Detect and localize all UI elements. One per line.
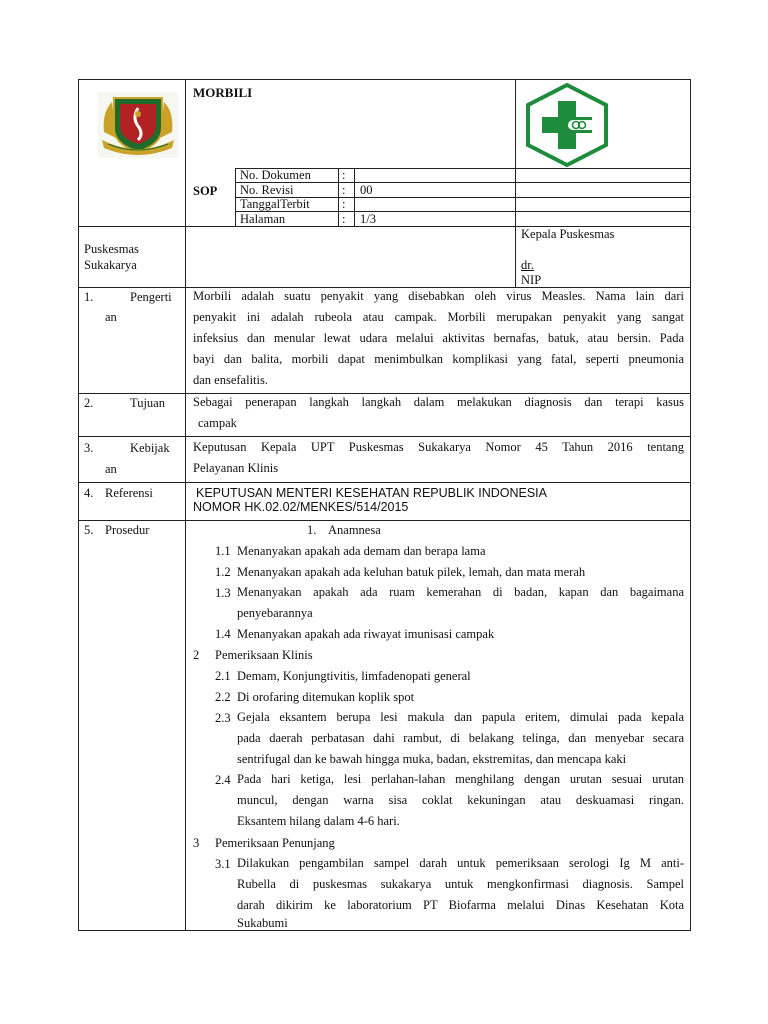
- prosedur-item-text: [237, 769, 684, 832]
- tujuan-label: Tujuan: [130, 396, 165, 410]
- prosedur-item-line: penyebarannya: [237, 606, 313, 620]
- prosedur-item-num: 2.3: [215, 711, 231, 725]
- meta-label-dokumen: No. Dokumen: [240, 168, 311, 182]
- regional-emblem-icon: [98, 92, 178, 158]
- prosedur-item-line: Dilakukan pengambilan sampel darah untuk pemeriksaan serologi Ig M anti-: [237, 856, 684, 870]
- prosedur-item-num: 3.1: [215, 857, 231, 871]
- prosedur-h3-num: 3: [193, 836, 200, 850]
- tujuan-line: Sebagai penerapan langkah langkah dalam melakukan diagnosis dan terapi kasus: [193, 395, 684, 409]
- kebijakan-label-a: Kebijak: [130, 441, 170, 455]
- table-border-right: [690, 79, 691, 931]
- meta-row-line-1: [235, 182, 690, 183]
- prosedur-label: Prosedur: [105, 523, 150, 537]
- row-line-kebijakan: [78, 482, 690, 483]
- org-name-line1: Puskesmas: [84, 242, 139, 256]
- prosedur-item: Menanyakan apakah ada keluhan batuk pilek, lemah, dan mata merah: [237, 565, 586, 579]
- pengertian-label-b: an: [105, 310, 117, 324]
- kebijakan-num: 3.: [84, 441, 94, 455]
- prosedur-item-num: 1.3: [215, 586, 231, 600]
- prosedur-item-text: [237, 582, 684, 624]
- prosedur-item-line: Rubella di puskesmas sukakarya untuk mengkonfirmasi diagnosis. Sampel: [237, 877, 684, 891]
- pengertian-text: [193, 286, 684, 391]
- prosedur-item-line: Pada hari ketiga, lesi perlahan-lahan menghilang dengan urutan sesuai urutan: [237, 772, 684, 786]
- pengertian-line: dan ensefalitis.: [193, 373, 268, 387]
- meta-col-2: [338, 168, 339, 226]
- meta-col-3: [354, 168, 355, 226]
- prosedur-item-line: sentrifugal dan ke bawah hingga muka, badan, ekstremitas, dan mencapa kaki: [237, 752, 627, 766]
- tujuan-num: 2.: [84, 396, 94, 410]
- table-border-left: [78, 79, 79, 931]
- prosedur-item-line: Eksantem hilang dalam 4-6 hari.: [237, 814, 400, 828]
- pengertian-line: bayi dan balita, morbili dapat menimbulkan komplikasi yang fatal, seperti pneumonia: [193, 352, 684, 366]
- prosedur-item-line: muncul, dengan warna sisa coklat kekuningan atau deskuamasi ringan.: [237, 793, 684, 807]
- prosedur-item-line: Menanyakan apakah ada ruam kemerahan di badan, kapan dan bagaimana: [237, 585, 684, 599]
- org-name-line2: Sukakarya: [84, 258, 137, 272]
- table-border-top: [78, 79, 690, 80]
- sop-label: SOP: [193, 184, 218, 198]
- table-border-bottom: [78, 930, 690, 931]
- head-title: Kepala Puskesmas: [521, 227, 615, 241]
- prosedur-item-num: 2.1: [215, 669, 231, 683]
- prosedur-item: Menanyakan apakah ada demam dan berapa lama: [237, 544, 486, 558]
- prosedur-h2-num: 2: [193, 648, 200, 662]
- prosedur-item-num: 1.2: [215, 565, 231, 579]
- table-col-divider: [185, 79, 186, 931]
- kebijakan-line: Keputusan Kepala UPT Puskesmas Sukakarya Nomor 45 Tahun 2016 tentang: [193, 440, 684, 454]
- kebijakan-line: Pelayanan Klinis: [193, 461, 279, 475]
- prosedur-item: Di orofaring ditemukan koplik spot: [237, 690, 415, 704]
- meta-sep-halaman: :: [342, 212, 346, 226]
- referensi-num: 4.: [84, 486, 94, 500]
- referensi-line2: NOMOR HK.02.02/MENKES/514/2015: [193, 500, 409, 514]
- prosedur-h3: Pemeriksaan Penunjang: [215, 836, 335, 850]
- org-row-divider: [515, 226, 516, 287]
- tujuan-text: [193, 392, 684, 434]
- meta-label-tanggal: TanggalTerbit: [240, 197, 310, 211]
- meta-row-line-3: [235, 211, 690, 212]
- pengertian-line: Morbili adalah suatu penyakit yang disebabkan oleh virus Measles. Nama lain dari: [193, 289, 684, 303]
- referensi-line1: KEPUTUSAN MENTERI KESEHATAN REPUBLIK INDONESIA: [196, 486, 547, 500]
- meta-label-halaman: Halaman: [240, 212, 286, 226]
- prosedur-item-num: 1.1: [215, 544, 231, 558]
- prosedur-h1: Anamnesa: [328, 523, 381, 537]
- meta-label-revisi: No. Revisi: [240, 183, 294, 197]
- meta-sep-revisi: :: [342, 183, 346, 197]
- meta-sep-tanggal: :: [342, 197, 346, 211]
- prosedur-item-text: [237, 707, 684, 770]
- meta-value-revisi: 00: [360, 183, 373, 197]
- header-logo-divider: [515, 79, 516, 226]
- pengertian-line: penyakit ini adalah rubeola atau campak. Morbili merupakan penyakit yang sangat: [193, 310, 684, 324]
- prosedur-item-line: Sukabumi: [237, 916, 288, 930]
- tujuan-line: campak: [198, 416, 237, 430]
- referensi-label: Referensi: [105, 486, 153, 500]
- meta-sep-dokumen: :: [342, 168, 346, 182]
- pengertian-label-a: Pengerti: [130, 290, 172, 304]
- prosedur-item-line: darah dikirim ke laboratorium PT Biofarma melalui Dinas Kesehatan Kota: [237, 898, 684, 912]
- prosedur-item-text: [237, 853, 684, 930]
- prosedur-item: Demam, Konjungtivitis, limfadenopati general: [237, 669, 471, 683]
- document-title: MORBILI: [193, 85, 253, 100]
- pengertian-line: infeksius dan menular lewat udara melalui aktivitas bernafas, batuk, atau bersin. Pada: [193, 331, 684, 345]
- row-line-referensi: [78, 520, 690, 521]
- puskesmas-logo-icon: [524, 83, 610, 167]
- prosedur-h2: Pemeriksaan Klinis: [215, 648, 313, 662]
- prosedur-item-num: 2.2: [215, 690, 231, 704]
- prosedur-item-num: 1.4: [215, 627, 231, 641]
- prosedur-item: Menanyakan apakah ada riwayat imunisasi campak: [237, 627, 495, 641]
- kebijakan-text: [193, 437, 684, 479]
- prosedur-item-line: Gejala eksantem berupa lesi makula dan papula eritem, dimulai pada kepala: [237, 710, 684, 724]
- head-dr: dr.: [521, 258, 534, 272]
- prosedur-h1-num: 1.: [307, 523, 317, 537]
- prosedur-num: 5.: [84, 523, 94, 537]
- prosedur-item-line: pada daerah perbatasan dahi rambut, di belakang telinga, dan menyebar secara: [237, 731, 684, 745]
- pengertian-num: 1.: [84, 290, 94, 304]
- kebijakan-label-b: an: [105, 462, 117, 476]
- meta-col-1: [235, 168, 236, 226]
- meta-value-halaman: 1/3: [360, 212, 376, 226]
- head-nip: NIP: [521, 273, 542, 287]
- prosedur-item-num: 2.4: [215, 773, 231, 787]
